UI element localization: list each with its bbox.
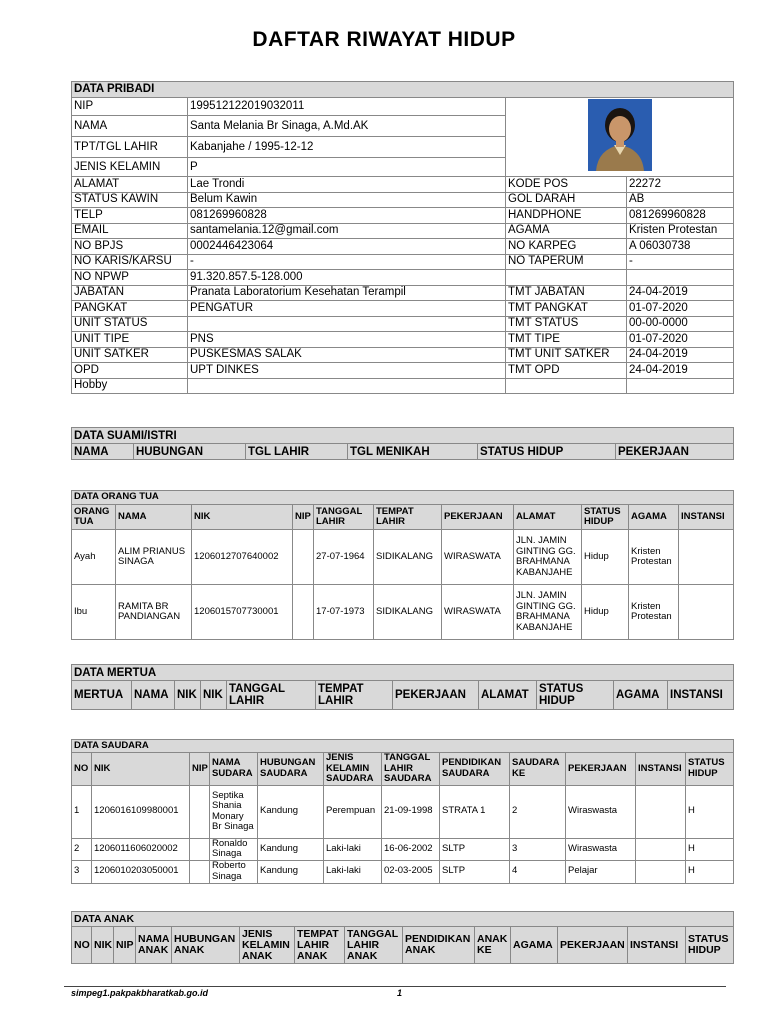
column-header: TANGGAL LAHIR SAUDARA (382, 753, 440, 786)
field-value: PENGATUR (188, 301, 506, 317)
field-value: - (627, 254, 734, 270)
field-value: 0002446423064 (188, 239, 506, 255)
table-cell: SIDIKALANG (374, 585, 442, 640)
column-header: NIK (201, 681, 227, 710)
field-label: KODE POS (506, 177, 627, 193)
field-label: JENIS KELAMIN (72, 158, 188, 177)
table-row (72, 208, 734, 224)
column-header: NAMA ANAK (136, 927, 172, 964)
column-header: JENIS KELAMIN ANAK (240, 927, 295, 964)
field-label: PANGKAT (72, 301, 188, 317)
field-value: 081269960828 (188, 208, 506, 224)
table-cell: 1206010203050001 (92, 860, 190, 883)
column-header: STATUS HIDUP (686, 753, 734, 786)
field-value: Kabanjahe / 1995-12-12 (188, 137, 506, 158)
field-label: TMT STATUS (506, 316, 627, 332)
table-cell: H (686, 860, 734, 883)
table-row (72, 347, 734, 363)
field-label (506, 270, 627, 286)
table-cell: RAMITA BR PANDIANGAN (116, 585, 192, 640)
field-label: ALAMAT (72, 177, 188, 193)
table-row (72, 585, 734, 640)
column-header: NIK (92, 753, 190, 786)
table-cell: Wiraswasta (566, 785, 636, 838)
column-header: AGAMA (629, 505, 679, 530)
table-cell: Ayah (72, 530, 116, 585)
section-title: DATA ORANG TUA (72, 491, 734, 505)
column-header: TANGGAL LAHIR (314, 505, 374, 530)
section-title: DATA MERTUA (72, 665, 734, 681)
field-label: TPT/TGL LAHIR (72, 137, 188, 158)
table-cell: 27-07-1964 (314, 530, 374, 585)
data-anak-table (71, 911, 734, 964)
field-label: UNIT STATUS (72, 316, 188, 332)
column-header: AGAMA (614, 681, 668, 710)
column-header: NAMA (72, 444, 134, 460)
table-cell (636, 838, 686, 860)
data-pribadi-table (71, 81, 734, 394)
column-header: ALAMAT (514, 505, 582, 530)
table-cell: STRATA 1 (440, 785, 510, 838)
table-cell: 17-07-1973 (314, 585, 374, 640)
field-value: - (188, 254, 506, 270)
field-label (506, 378, 627, 394)
field-label: TMT PANGKAT (506, 301, 627, 317)
field-label: NO NPWP (72, 270, 188, 286)
column-header: INSTANSI (679, 505, 734, 530)
table-cell: H (686, 785, 734, 838)
column-header: TGL LAHIR (246, 444, 348, 460)
field-value: 24-04-2019 (627, 285, 734, 301)
field-label: GOL DARAH (506, 192, 627, 208)
table-cell: Hidup (582, 585, 629, 640)
table-row (72, 838, 734, 860)
field-label: NO KARPEG (506, 239, 627, 255)
column-header: TANGGAL LAHIR ANAK (345, 927, 403, 964)
table-row (72, 530, 734, 585)
table-cell: Pelajar (566, 860, 636, 883)
field-value: Kristen Protestan (627, 223, 734, 239)
column-header: PEKERJAAN (442, 505, 514, 530)
field-label: UNIT TIPE (72, 332, 188, 348)
table-cell: 1206015707730001 (192, 585, 293, 640)
table-cell (636, 860, 686, 883)
column-header: TEMPAT LAHIR ANAK (295, 927, 345, 964)
section-title: DATA ANAK (72, 912, 734, 927)
column-header: NIK (92, 927, 114, 964)
field-label: NO TAPERUM (506, 254, 627, 270)
field-value: UPT DINKES (188, 363, 506, 379)
column-header: STATUS HIDUP (478, 444, 616, 460)
table-cell: Wiraswasta (566, 838, 636, 860)
column-header: PEKERJAAN (566, 753, 636, 786)
table-cell: Septika Shania Monary Br Sinaga (210, 785, 258, 838)
column-header: NIP (293, 505, 314, 530)
table-row (72, 285, 734, 301)
field-label: NIP (72, 98, 188, 116)
column-header: INSTANSI (668, 681, 734, 710)
table-row (72, 254, 734, 270)
column-header: NIK (192, 505, 293, 530)
data-suami-istri-table (71, 427, 734, 460)
column-header: STATUS HIDUP (686, 927, 734, 964)
column-header: NO (72, 753, 92, 786)
field-label: STATUS KAWIN (72, 192, 188, 208)
column-header: NO (72, 927, 92, 964)
field-value: 24-04-2019 (627, 363, 734, 379)
table-cell: SLTP (440, 838, 510, 860)
column-header: HUBUNGAN SAUDARA (258, 753, 324, 786)
table-row (72, 378, 734, 394)
table-row (72, 177, 734, 193)
table-cell: Kandung (258, 785, 324, 838)
column-header: TGL MENIKAH (348, 444, 478, 460)
table-row (72, 192, 734, 208)
footer-divider (64, 986, 726, 987)
header-row (72, 681, 734, 710)
column-header: PEKERJAAN (558, 927, 628, 964)
data-saudara-table (71, 739, 734, 884)
table-cell: 2 (72, 838, 92, 860)
table-row (72, 316, 734, 332)
table-cell: SLTP (440, 860, 510, 883)
field-value (188, 316, 506, 332)
table-cell: 2 (510, 785, 566, 838)
table-row (72, 270, 734, 286)
table-cell: Laki-laki (324, 860, 382, 883)
table-cell: Laki-laki (324, 838, 382, 860)
section-title: DATA SAUDARA (72, 740, 734, 753)
column-header: PEKERJAAN (393, 681, 479, 710)
header-row (72, 753, 734, 786)
photo-cell (506, 98, 734, 177)
table-cell: 4 (510, 860, 566, 883)
field-value: 00-00-0000 (627, 316, 734, 332)
field-label: OPD (72, 363, 188, 379)
table-cell (293, 530, 314, 585)
column-header: STATUS HIDUP (537, 681, 614, 710)
table-cell (190, 860, 210, 883)
field-value (627, 378, 734, 394)
field-value: A 06030738 (627, 239, 734, 255)
table-cell: Hidup (582, 530, 629, 585)
table-cell: H (686, 838, 734, 860)
field-label: Hobby (72, 378, 188, 394)
table-cell: Kandung (258, 838, 324, 860)
page-title: DAFTAR RIWAYAT HIDUP (252, 28, 516, 51)
field-value: 081269960828 (627, 208, 734, 224)
table-cell: 1206012707640002 (192, 530, 293, 585)
section-title: DATA SUAMI/ISTRI (72, 428, 734, 444)
column-header: ANAK KE (475, 927, 511, 964)
column-header: JENIS KELAMIN SAUDARA (324, 753, 382, 786)
table-cell: 1206016109980001 (92, 785, 190, 838)
field-value (627, 270, 734, 286)
column-header: STATUS HIDUP (582, 505, 629, 530)
field-label: TMT TIPE (506, 332, 627, 348)
table-cell: Kristen Protestan (629, 530, 679, 585)
table-cell (190, 838, 210, 860)
field-value: Belum Kawin (188, 192, 506, 208)
field-label: JABATAN (72, 285, 188, 301)
column-header: PEKERJAAN (616, 444, 734, 460)
column-header: TEMPAT LAHIR (316, 681, 393, 710)
column-header: MERTUA (72, 681, 132, 710)
data-mertua-table (71, 664, 734, 710)
field-label: AGAMA (506, 223, 627, 239)
footer-url: simpeg1.pakpakbharatkab.go.id (71, 988, 209, 998)
field-value: Pranata Laboratorium Kesehatan Terampil (188, 285, 506, 301)
table-cell (636, 785, 686, 838)
table-cell: 1 (72, 785, 92, 838)
table-cell: 21-09-1998 (382, 785, 440, 838)
table-cell: 16-06-2002 (382, 838, 440, 860)
header-row (72, 505, 734, 530)
table-row (72, 785, 734, 838)
table-cell: WIRASWATA (442, 585, 514, 640)
table-row (72, 239, 734, 255)
column-header: HUBUNGAN ANAK (172, 927, 240, 964)
field-value: P (188, 158, 506, 177)
table-cell: JLN. JAMIN GINTING GG. BRAHMANA KABANJAHE (514, 585, 582, 640)
column-header: SAUDARA KE (510, 753, 566, 786)
page-number: 1 (397, 988, 403, 998)
field-value: Lae Trondi (188, 177, 506, 193)
column-header: TANGGAL LAHIR (227, 681, 316, 710)
field-label: HANDPHONE (506, 208, 627, 224)
table-row (72, 860, 734, 883)
field-label: UNIT SATKER (72, 347, 188, 363)
field-value: santamelania.12@gmail.com (188, 223, 506, 239)
table-cell (190, 785, 210, 838)
field-value: 22272 (627, 177, 734, 193)
field-label: TMT OPD (506, 363, 627, 379)
column-header: TEMPAT LAHIR (374, 505, 442, 530)
table-row (72, 98, 734, 116)
table-cell: 1206011606020002 (92, 838, 190, 860)
table-cell (679, 530, 734, 585)
field-label: EMAIL (72, 223, 188, 239)
column-header: INSTANSI (636, 753, 686, 786)
table-cell: 02-03-2005 (382, 860, 440, 883)
table-row (72, 223, 734, 239)
field-value: AB (627, 192, 734, 208)
column-header: NAMA (132, 681, 175, 710)
table-cell: Ibu (72, 585, 116, 640)
field-value: PNS (188, 332, 506, 348)
table-cell (679, 585, 734, 640)
column-header: NAMA SUDARA (210, 753, 258, 786)
table-cell (293, 585, 314, 640)
table-cell: SIDIKALANG (374, 530, 442, 585)
column-header: INSTANSI (628, 927, 686, 964)
column-header: ALAMAT (479, 681, 537, 710)
field-label: NAMA (72, 116, 188, 137)
column-header: ORANG TUA (72, 505, 116, 530)
table-cell: JLN. JAMIN GINTING GG. BRAHMANA KABANJAHE (514, 530, 582, 585)
field-label: NO BPJS (72, 239, 188, 255)
section-title: DATA PRIBADI (72, 82, 734, 98)
field-value: 01-07-2020 (627, 301, 734, 317)
table-cell: Kristen Protestan (629, 585, 679, 640)
table-cell: 3 (510, 838, 566, 860)
field-value: Santa Melania Br Sinaga, A.Md.AK (188, 116, 506, 137)
column-header: PENDIDIKAN SAUDARA (440, 753, 510, 786)
field-value: 199512122019032011 (188, 98, 506, 116)
field-value (188, 378, 506, 394)
table-cell: Roberto Sinaga (210, 860, 258, 883)
table-cell: 3 (72, 860, 92, 883)
header-row (72, 444, 734, 460)
table-cell: Kandung (258, 860, 324, 883)
data-orang-tua-table (71, 490, 734, 640)
table-cell: ALIM PRIANUS SINAGA (116, 530, 192, 585)
table-cell: Perempuan (324, 785, 382, 838)
column-header: NAMA (116, 505, 192, 530)
profile-photo (588, 99, 652, 171)
field-value: 91.320.857.5-128.000 (188, 270, 506, 286)
table-cell: WIRASWATA (442, 530, 514, 585)
column-header: NIP (190, 753, 210, 786)
field-value: 01-07-2020 (627, 332, 734, 348)
column-header: NIP (114, 927, 136, 964)
column-header: PENDIDIKAN ANAK (403, 927, 475, 964)
table-row (72, 301, 734, 317)
field-value: 24-04-2019 (627, 347, 734, 363)
field-value: PUSKESMAS SALAK (188, 347, 506, 363)
field-label: TMT UNIT SATKER (506, 347, 627, 363)
table-row (72, 332, 734, 348)
column-header: AGAMA (511, 927, 558, 964)
field-label: TELP (72, 208, 188, 224)
table-row (72, 363, 734, 379)
field-label: TMT JABATAN (506, 285, 627, 301)
field-label: NO KARIS/KARSU (72, 254, 188, 270)
table-cell: Ronaldo Sinaga (210, 838, 258, 860)
column-header: HUBUNGAN (134, 444, 246, 460)
column-header: NIK (175, 681, 201, 710)
header-row (72, 927, 734, 964)
